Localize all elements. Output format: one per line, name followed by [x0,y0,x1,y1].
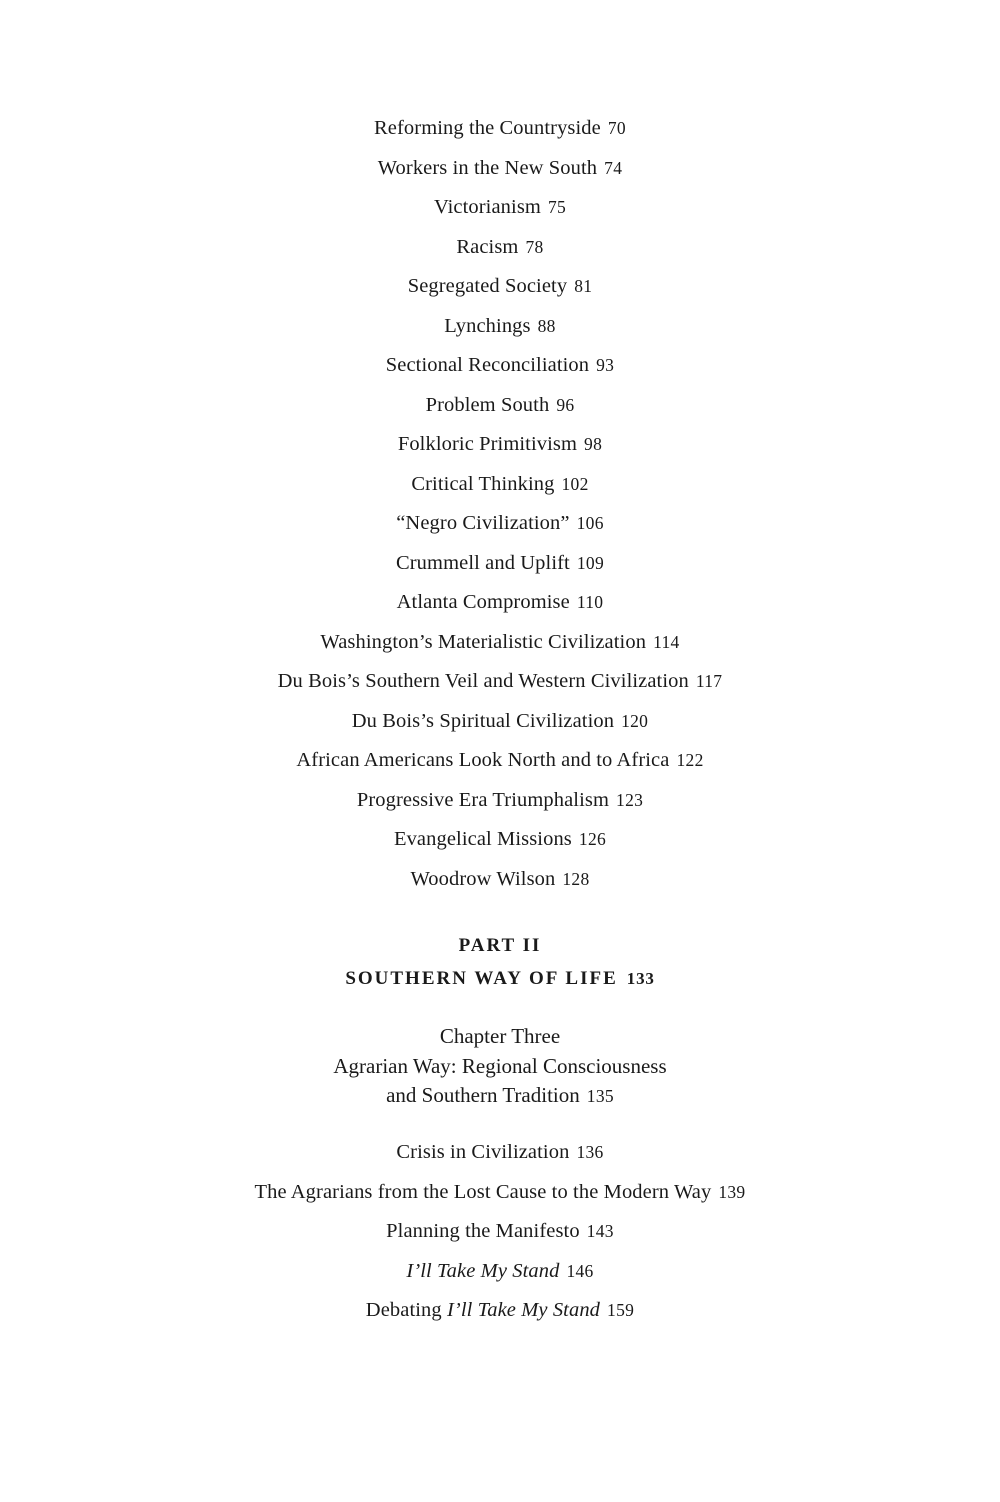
chapter-label: Chapter Three [439,1024,561,1048]
toc-entry[interactable] [150,276,850,297]
toc-entry-page: 75 [547,197,567,217]
toc-entry-title: Du Bois’s Spiritual Civilization [351,709,615,732]
toc-entry-page: 126 [578,829,607,849]
chapter-heading[interactable] [150,1024,850,1108]
part-title: SOUTHERN WAY OF LIFE [345,968,618,989]
toc-entry-page: 114 [653,631,680,652]
toc-entry-page: 110 [576,592,604,612]
toc-entry-title: Crummell and Uplift [395,551,570,574]
toc-entry[interactable] [150,711,850,732]
toc-entry[interactable] [150,1221,850,1242]
toc-entry[interactable] [150,118,850,139]
toc-entry-title: Racism [456,235,519,258]
toc-entry[interactable] [150,632,850,653]
toc-entry[interactable] [150,750,850,771]
toc-entry-page: 120 [621,710,649,731]
toc-entry-page: 70 [607,118,626,138]
toc-entry-page: 109 [576,552,604,573]
toc-entry-title: Lynchings [444,314,531,337]
toc-entry-page: 128 [562,868,590,889]
toc-entry-page: 78 [525,236,544,257]
toc-entry-title: Du Bois’s Southern Veil and Western Civilization [277,670,689,692]
toc-entry[interactable] [150,434,850,455]
part-title-row[interactable] [150,968,850,990]
toc-entry[interactable] [150,1261,850,1282]
toc-entry-page: 96 [556,394,575,415]
toc-entry-title: Atlanta Compromise [396,591,570,613]
toc-entry-title: Problem South [425,393,550,416]
toc-entry[interactable] [150,869,850,890]
toc-entry-title: “Negro Civilization” [396,512,570,534]
chapter-title-line-2-row [150,1083,850,1108]
toc-entry[interactable] [150,513,850,534]
toc-entry-title: Folkloric Primitivism [397,433,578,455]
toc-entry[interactable] [150,553,850,574]
part-page: 133 [626,969,655,988]
toc-entry-page: 74 [604,157,623,178]
toc-entry-title: Crisis in Civilization [396,1141,570,1163]
chapter-page: 135 [586,1086,614,1106]
toc-entry-page: 93 [596,355,615,375]
toc-entry-page: 88 [537,315,556,336]
toc-entry-page: 81 [574,276,593,296]
toc-entry[interactable] [150,671,850,692]
toc-entry-page: 143 [586,1221,614,1241]
part-heading [150,935,850,990]
toc-entry[interactable] [150,197,850,218]
toc-entry-title: Workers in the New South [377,156,598,179]
toc-entry-title: Critical Thinking [411,472,555,495]
toc-entry-page: 123 [616,789,644,810]
toc-entry-title: Reforming the Countryside [374,117,601,139]
chapter-title-line-1: Agrarian Way: Regional Consciousness [333,1054,667,1078]
toc-entry[interactable] [150,1142,850,1163]
toc-entry-page: 102 [561,473,589,494]
toc-entry-title: Evangelical Missions [393,828,572,850]
toc-entry[interactable] [150,355,850,376]
toc-entry-title: Woodrow Wilson [410,867,556,890]
toc-entry[interactable] [150,592,850,613]
toc-section-part-one [150,118,850,889]
toc-entry-page: 122 [676,750,704,770]
toc-entry-page: 106 [576,513,604,533]
toc-entry[interactable] [150,316,850,337]
toc-entry-title: Sectional Reconciliation [385,354,590,376]
toc-entry-title: The Agrarians from the Lost Cause to the Modern Way [254,1180,712,1203]
toc-entry-page: 117 [695,671,723,691]
toc-entry-page: 98 [584,434,603,454]
toc-entry-title: Victorianism [433,196,541,218]
toc-entry[interactable] [150,1182,850,1203]
toc-entry-title-prefix: Debating [365,1299,447,1321]
toc-section-chapter-three [150,1142,850,1321]
toc-entry[interactable] [150,1300,850,1321]
toc-entry[interactable] [150,395,850,416]
part-label: PART II [458,935,542,956]
toc-entry[interactable] [150,474,850,495]
toc-entry-page: 146 [566,1260,594,1281]
toc-entry-title: African Americans Look North and to Africa [296,749,670,771]
toc-entry[interactable] [150,829,850,850]
chapter-title-line-2: and Southern Tradition [386,1083,580,1107]
toc-entry-page: 136 [576,1142,604,1162]
toc-entry-title: Progressive Era Triumphalism [356,788,610,811]
toc-entry[interactable] [150,158,850,179]
toc-entry-title-italic: I’ll Take My Stand [406,1259,560,1282]
toc-entry-page: 159 [607,1300,635,1320]
toc-entry-title: Washington’s Materialistic Civilization [320,630,647,653]
toc-entry[interactable] [150,237,850,258]
toc-entry-page: 139 [718,1181,746,1202]
toc-entry-title-italic: I’ll Take My Stand [446,1299,601,1321]
toc-entry[interactable] [150,790,850,811]
toc-entry-title: Planning the Manifesto [386,1220,580,1242]
toc-entry-title: Segregated Society [407,275,568,297]
